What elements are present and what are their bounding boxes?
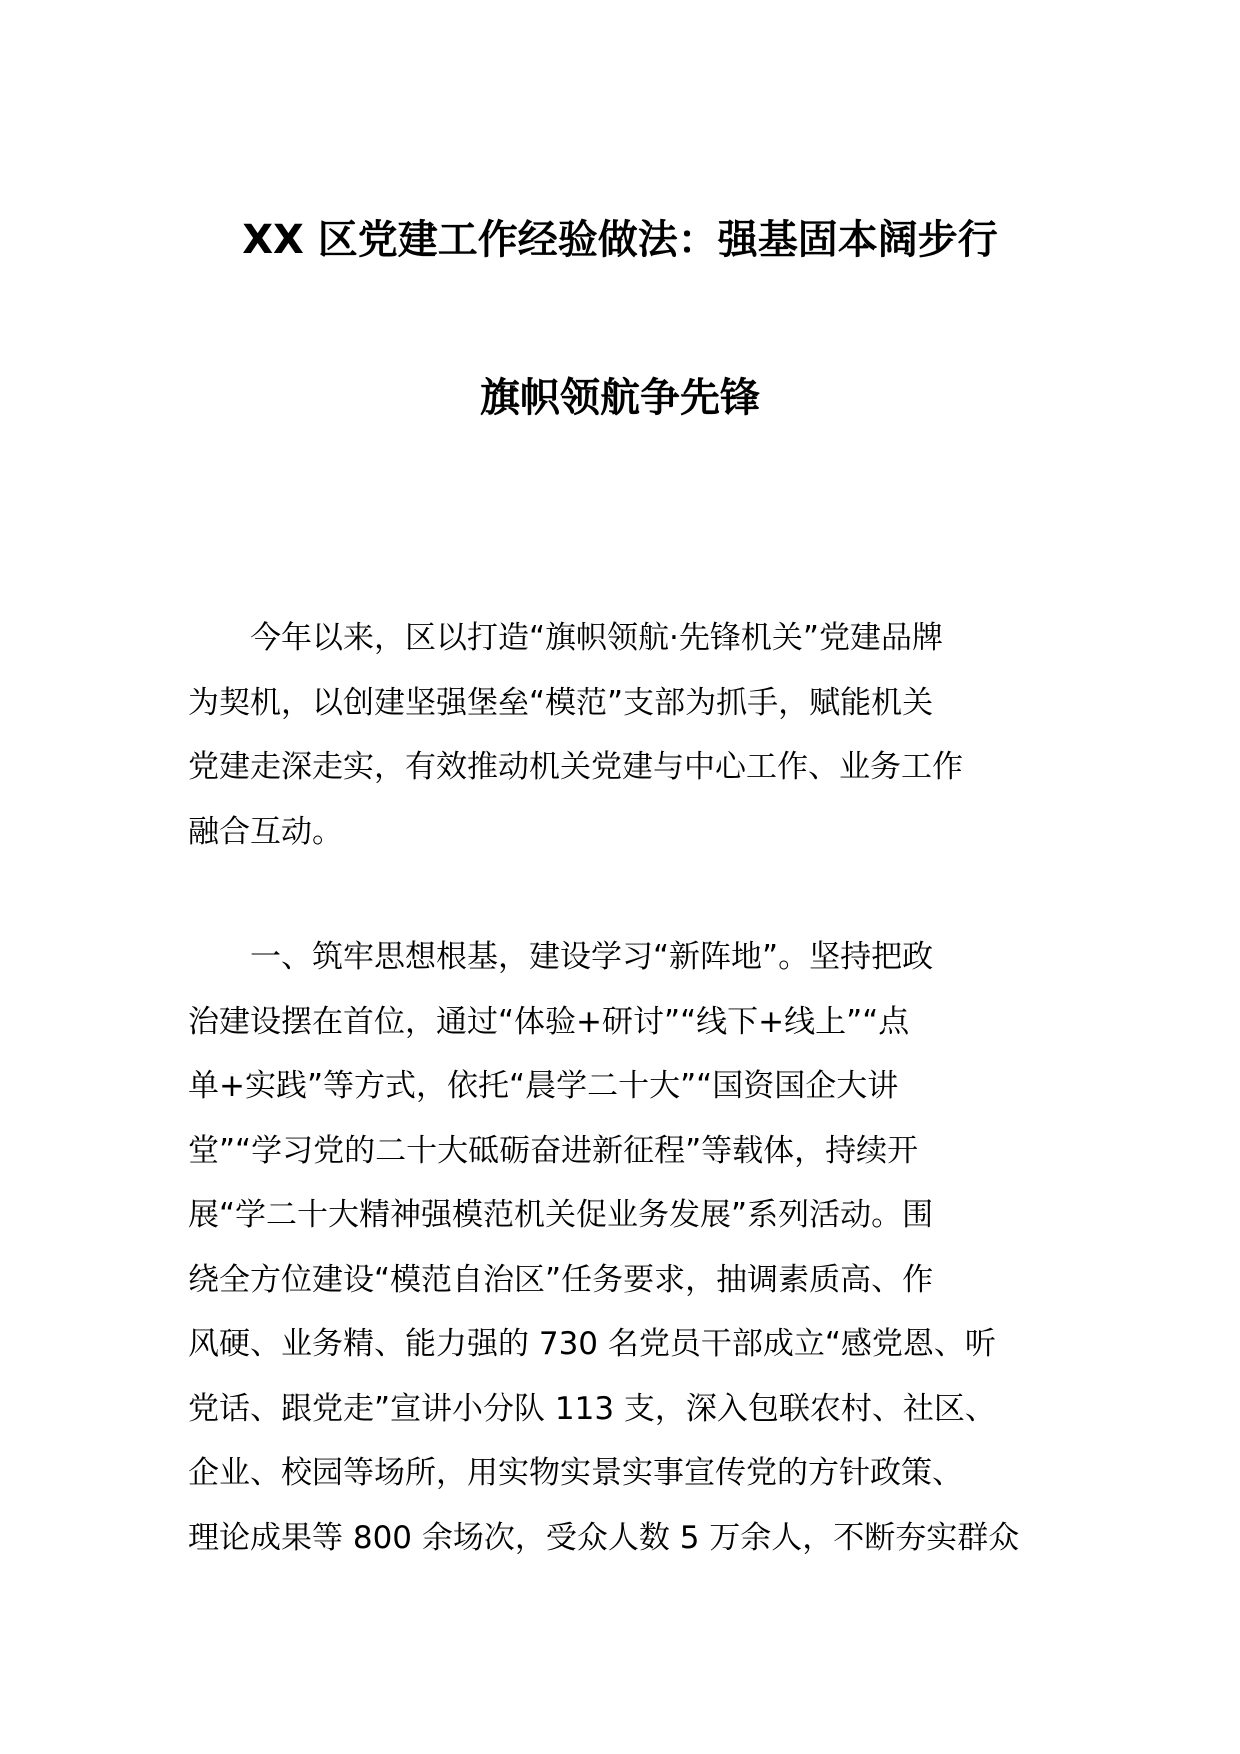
paragraph-line: 融合互动。 (188, 813, 343, 850)
paragraph-line: 为契机，以创建坚强堡垒“模范”支部为抓手，赋能机关 (188, 684, 934, 721)
paragraph-line: 单+实践”等方式，依托“晨学二十大”“国资国企大讲 (188, 1068, 899, 1104)
paragraph-line: 理论成果等 800 余场次，受众人数 5 万余人，不断夯实群众 (188, 1519, 1020, 1556)
paragraph-line: 堂”“学习党的二十大砥砺奋进新征程”等载体，持续开 (188, 1132, 919, 1169)
paragraph-line: 风硬、业务精、能力强的 730 名党员干部成立“感党恩、听 (188, 1326, 996, 1362)
document-title-line-2: 旗帜领航争先锋 (480, 375, 760, 421)
paragraph-line: 今年以来，区以打造“旗帜领航·先锋机关”党建品牌 (188, 620, 943, 656)
section-one-paragraph (188, 925, 1054, 1570)
paragraph-line: 展“学二十大精神强模范机关促业务发展”系列活动。围 (188, 1197, 934, 1233)
paragraph-line: 治建设摆在首位，通过“体验+研讨”“线下+线上”“点 (188, 1003, 910, 1040)
paragraph-line: 绕全方位建设“模范自治区”任务要求，抽调素质高、作 (188, 1261, 934, 1298)
paragraph-line: 党话、跟党走”宣讲小分队 113 支，深入包联农村、社区、 (188, 1390, 996, 1427)
paragraph-line: 企业、校园等场所，用实物实景实事宣传党的方针政策、 (188, 1455, 963, 1491)
paragraph-line: 一、筑牢思想根基，建设学习“新阵地”。坚持把政 (188, 939, 934, 975)
document-title-line-1: XX 区党建工作经验做法：强基固本阔步行 (242, 217, 998, 263)
paragraph-line: 党建走深走实，有效推动机关党建与中心工作、业务工作 (188, 749, 963, 785)
intro-paragraph (188, 606, 1054, 864)
